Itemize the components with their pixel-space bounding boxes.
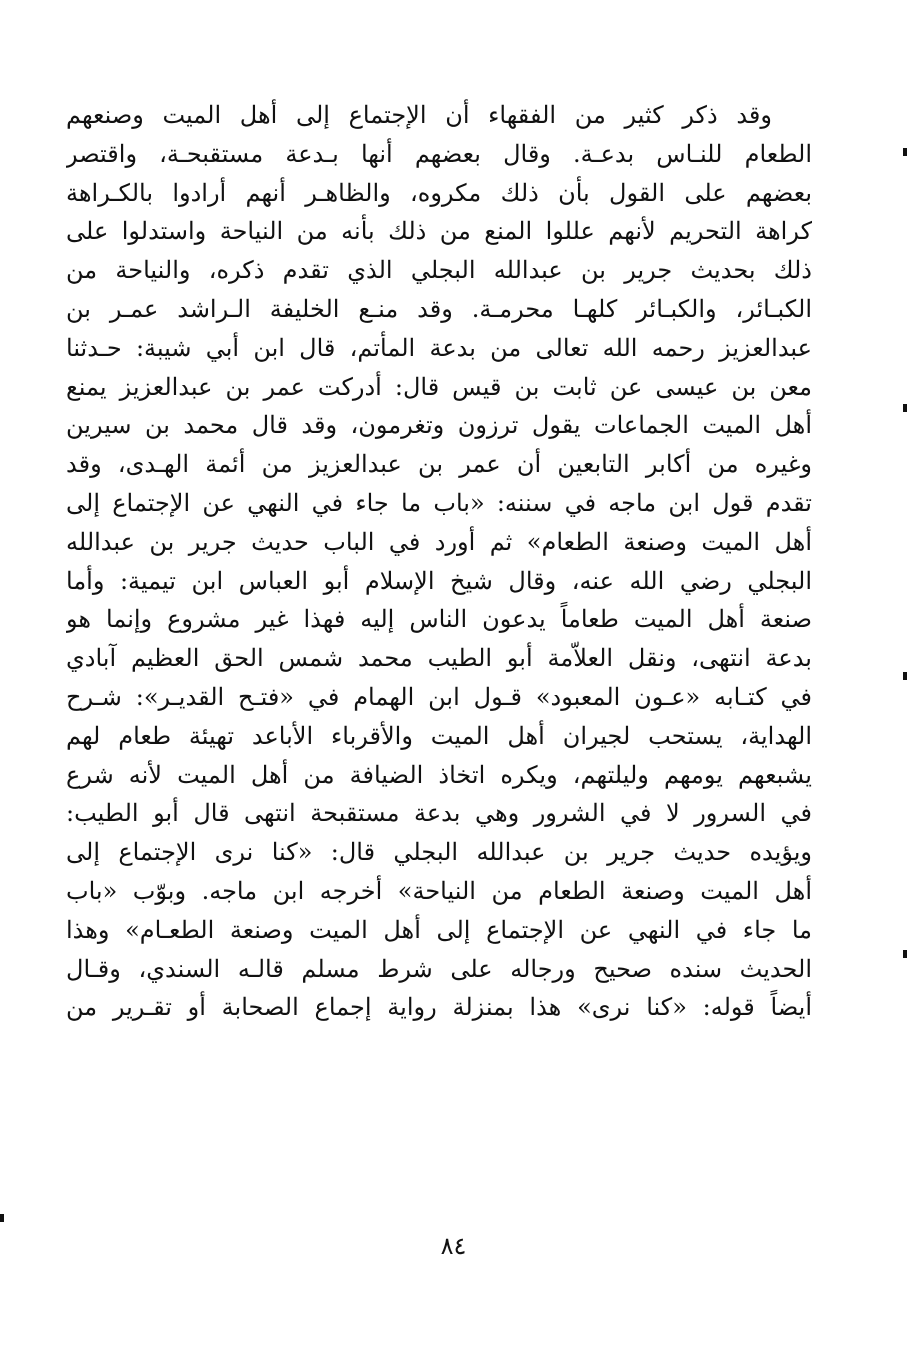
text-line: ذلك بحديث جرير بن عبدالله البجلي الذي تقدم ذكره، والنياحة من bbox=[66, 256, 812, 285]
text-line: يشبعهم يومهم وليلتهم، ويكره اتخاذ الضيافة من أهل الميت لأنه شرع bbox=[66, 760, 812, 789]
text-line: أهل الميت وصنعة الطعام من النياحة» أخرجه ابن ماجه. وبوّب «باب bbox=[66, 876, 812, 905]
text-line: الحديث سنده صحيح ورجاله على شرط مسلم قالـه السندي، وقـال bbox=[66, 954, 812, 983]
text-line: ما جاء في النهي عن الإجتماع إلى أهل الميت وصنعة الطعـام» وهذا bbox=[66, 915, 812, 944]
body-text bbox=[66, 96, 812, 1027]
text-line: الطعام للنـاس بدعـة. وقال بعضهم أنها بـدعة مستقبحـة، واقتصر bbox=[66, 139, 812, 168]
scan-edge-mark bbox=[903, 148, 907, 156]
text-line: الهداية، يستحب لجيران أهل الميت والأقرباء الأباعد تهيئة طعام لهم bbox=[66, 721, 812, 750]
text-line: البجلي رضي الله عنه، وقال شيخ الإسلام أبو العباس ابن تيمية: وأما bbox=[66, 566, 812, 595]
text-line: في السرور لا في الشرور وهي بدعة مستقبحة انتهى قال أبو الطيب: bbox=[66, 799, 812, 828]
scan-edge-mark bbox=[903, 404, 907, 412]
text-line: بدعة انتهى، ونقل العلاّمة أبو الطيب محمد شمس الحق العظيم آبادي bbox=[66, 644, 812, 673]
text-line: الكبـائر، والكبـائر كلهـا محرمـة. وقد منـع الخليفة الـراشد عمـر بن bbox=[66, 294, 812, 323]
text-line: وقد ذكر كثير من الفقهاء أن الإجتماع إلى أهل الميت وصنعهم bbox=[66, 101, 772, 129]
scan-edge-mark bbox=[0, 1214, 4, 1222]
page-number: ٨٤ bbox=[440, 1232, 467, 1260]
scan-edge-mark bbox=[903, 950, 907, 958]
text-line: صنعة أهل الميت طعاماً يدعون الناس إليه فهذا غير مشروع وإنما هو bbox=[66, 605, 812, 634]
text-line: أهل الميت وصنعة الطعام» ثم أورد في الباب حديث جرير بن عبدالله bbox=[66, 527, 812, 556]
text-line: تقدم قول ابن ماجه في سننه: «باب ما جاء في النهي عن الإجتماع إلى bbox=[66, 488, 812, 517]
text-line: وغيره من أكابر التابعين أن عمر بن عبدالعزيز من أئمة الهـدى، وقد bbox=[66, 450, 812, 479]
text-line: عبدالعزيز رحمه الله تعالى من بدعة المأتم، قال ابن أبي شيبة: حـدثنا bbox=[66, 333, 812, 362]
text-line: أيضاً قوله: «كنا نرى» هذا بمنزلة رواية إجماع الصحابة أو تقـرير من bbox=[66, 993, 812, 1022]
text-line: في كتـابه «عـون المعبود» قـول ابن الهمام في «فتـح القديـر»: شـرح bbox=[66, 682, 812, 711]
text-line: معن بن عيسى عن ثابت بن قيس قال: أدركت عمر بن عبدالعزيز يمنع bbox=[66, 372, 812, 401]
scan-edge-mark bbox=[903, 672, 907, 680]
text-line: كراهة التحريم لأنهم عللوا المنع من ذلك بأنه من النياحة واستدلوا على bbox=[66, 217, 812, 246]
text-line: أهل الميت الجماعات يقول ترزون وتغرمون، وقد قال محمد بن سيرين bbox=[66, 411, 812, 440]
text-line: ويؤيده حديث جرير بن عبدالله البجلي قال: «كنا نرى الإجتماع إلى bbox=[66, 838, 812, 867]
text-line: بعضهم على القول بأن ذلك مكروه، والظاهـر أنهم أرادوا بالكـراهة bbox=[66, 178, 812, 207]
